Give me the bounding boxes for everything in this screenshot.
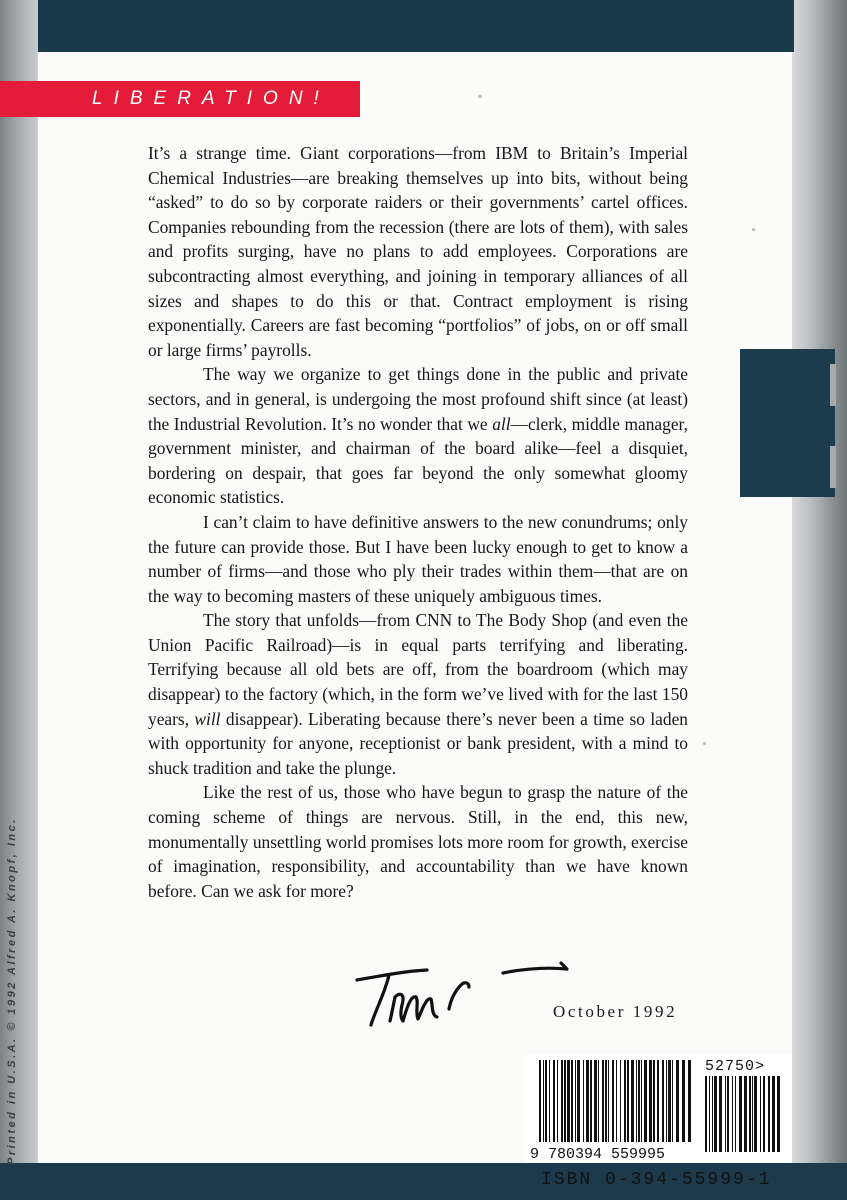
paragraph-2-tail: —clerk, middle manager, government minister, and chairman of the board alike—feel a disquiet, bordering on despair, that goes far beyond the only somewhat gloomy economic statistics. <box>148 413 688 508</box>
barcode-bar <box>549 1060 550 1142</box>
paragraph-1: It’s a strange time. Giant corporations—from IBM to Britain’s Imperial Chemical Industries—are breaking themselves up into bits, without being “asked” to do so by corporate raiders or their governments’ cartel offices. Companies rebounding from the recession (there are lots of them), with sales and profits surging, have no plans to add employees. Corporations are subcontracting almost everything, and joining in temporary alliances of all sizes and shapes to do this or that. Contract employment is rising exponentially. Careers are fast becoming “portfolios” of jobs, on or off small or large firms’ payrolls. <box>148 143 688 360</box>
barcode-bar <box>725 1076 726 1152</box>
side-notch-upper <box>830 364 836 406</box>
barcode-bar <box>712 1076 713 1152</box>
barcode-bar <box>672 1060 673 1142</box>
barcode-bar <box>760 1076 761 1152</box>
barcode-bar <box>752 1076 753 1152</box>
barcode-bar <box>714 1076 717 1152</box>
barcode-bar <box>657 1060 659 1142</box>
price-addon-digits: 52750> <box>705 1058 766 1075</box>
paper-speck <box>478 95 482 98</box>
barcode-bar <box>676 1060 679 1142</box>
barcode-bar <box>577 1060 580 1142</box>
barcode-bar <box>662 1060 664 1142</box>
barcode-bar <box>594 1060 597 1142</box>
paragraph-4 <box>148 608 688 780</box>
paragraph-2-lead: The way we organize to get things done in the public and private sectors, and in general, is undergoing the most profound shift since (at least) the Industrial Revolution. It’s no wonder that we <box>148 364 688 434</box>
barcode-bar <box>567 1060 570 1142</box>
barcode-bar <box>616 1060 617 1142</box>
barcode-bar <box>602 1060 604 1142</box>
barcode-bar <box>571 1060 573 1142</box>
barcode-bar <box>777 1076 780 1152</box>
barcode-bar <box>688 1060 691 1142</box>
barcode-bar <box>641 1060 642 1142</box>
barcode-bar <box>644 1060 647 1142</box>
barcode-bar <box>575 1060 576 1142</box>
paragraph-3: I can’t claim to have definitive answers to the new conundrums; only the future can provide those. But I have been lucky enough to get to know a number of firms—and those who ply their trades within them—that are on the way to becoming masters of these uniquely ambiguous times. <box>148 511 688 606</box>
paragraph-5: Like the rest of us, those who have begun to grasp the nature of the coming scheme of things are nervous. Still, in the end, this new, monumentally unsettling world promises lots more room for growth, exercise of imagination, responsibility, and accountability than we have known before. Can we ask for more? <box>148 782 688 901</box>
side-notch-lower <box>830 446 836 488</box>
barcode-bar <box>709 1076 710 1152</box>
right-navy-block <box>740 349 835 497</box>
printing-notice: Printed in U.S.A. © 1992 Alfred A. Knopf, Inc. <box>6 817 18 1165</box>
barcode-bar <box>668 1060 671 1142</box>
paragraph-4-tail: disappear). Liberating because there’s never been a time so laden with opportunity for anyone, receptionist or bank president, with a mind to shuck tradition and take the plunge. <box>148 708 688 778</box>
paragraph-2 <box>148 362 688 510</box>
paper-speck <box>752 228 755 231</box>
liberation-banner: LIBERATION! <box>0 81 360 117</box>
barcode-bar <box>763 1076 765 1152</box>
barcode-bar <box>620 1060 621 1142</box>
blurb-text <box>148 141 688 903</box>
paragraph-2-emphasis: all <box>492 413 511 434</box>
paragraph-4-emphasis: will <box>194 708 221 729</box>
barcode-bar <box>553 1060 555 1142</box>
author-signature <box>345 955 585 1035</box>
barcode-bar <box>744 1076 747 1152</box>
barcode-bar <box>666 1060 667 1142</box>
barcode-bar <box>705 1076 707 1152</box>
barcode-bar <box>590 1060 592 1142</box>
barcode-bar <box>586 1060 589 1142</box>
barcode-bar <box>557 1060 558 1142</box>
barcode-bar <box>682 1060 685 1142</box>
barcode-bar <box>612 1060 614 1142</box>
barcode-bar <box>627 1060 629 1142</box>
barcode-bar <box>636 1060 637 1142</box>
barcode-bar <box>624 1060 626 1142</box>
barcode-graphic <box>525 1054 792 1163</box>
barcode-panel <box>525 1054 792 1163</box>
top-navy-band <box>38 0 794 52</box>
barcode-bar <box>653 1060 655 1142</box>
barcode-bar <box>772 1076 775 1152</box>
barcode-bar <box>768 1076 770 1152</box>
barcode-bar <box>719 1076 722 1152</box>
isbn-number: ISBN 0-394-55999-1 <box>541 1170 772 1190</box>
barcode-bar <box>598 1060 599 1142</box>
barcode-bar <box>749 1076 751 1152</box>
paper-speck <box>703 742 706 745</box>
barcode-bar <box>543 1060 544 1142</box>
barcode-bar <box>732 1076 733 1152</box>
date-line: October 1992 <box>553 1002 678 1021</box>
ean-digits: 9 780394 559995 <box>530 1146 666 1163</box>
barcode-bar <box>649 1060 652 1142</box>
barcode-bar <box>608 1060 609 1142</box>
barcode-bar <box>545 1060 547 1142</box>
barcode-bar <box>631 1060 634 1142</box>
barcode-bar <box>539 1060 541 1142</box>
right-spine <box>792 0 847 1200</box>
barcode-bar <box>739 1076 742 1152</box>
barcode-bar <box>754 1076 757 1152</box>
barcode-bar <box>638 1060 640 1142</box>
paragraph-4-lead: The story that unfolds—from CNN to The Body Shop (and even the Union Pacific Railroad)—is in equal parts terrifying and liberating. Terrifying because all old bets are off, from the boardroom (which may disappear) to the factory (which, in the form we’ve lived with for the last 150 years, <box>148 610 688 729</box>
barcode-bar <box>605 1060 607 1142</box>
barcode-bar <box>735 1076 736 1152</box>
barcode-bar <box>564 1060 566 1142</box>
barcode-bar <box>561 1060 563 1142</box>
barcode-bar <box>727 1076 729 1152</box>
barcode-bar <box>583 1060 584 1142</box>
